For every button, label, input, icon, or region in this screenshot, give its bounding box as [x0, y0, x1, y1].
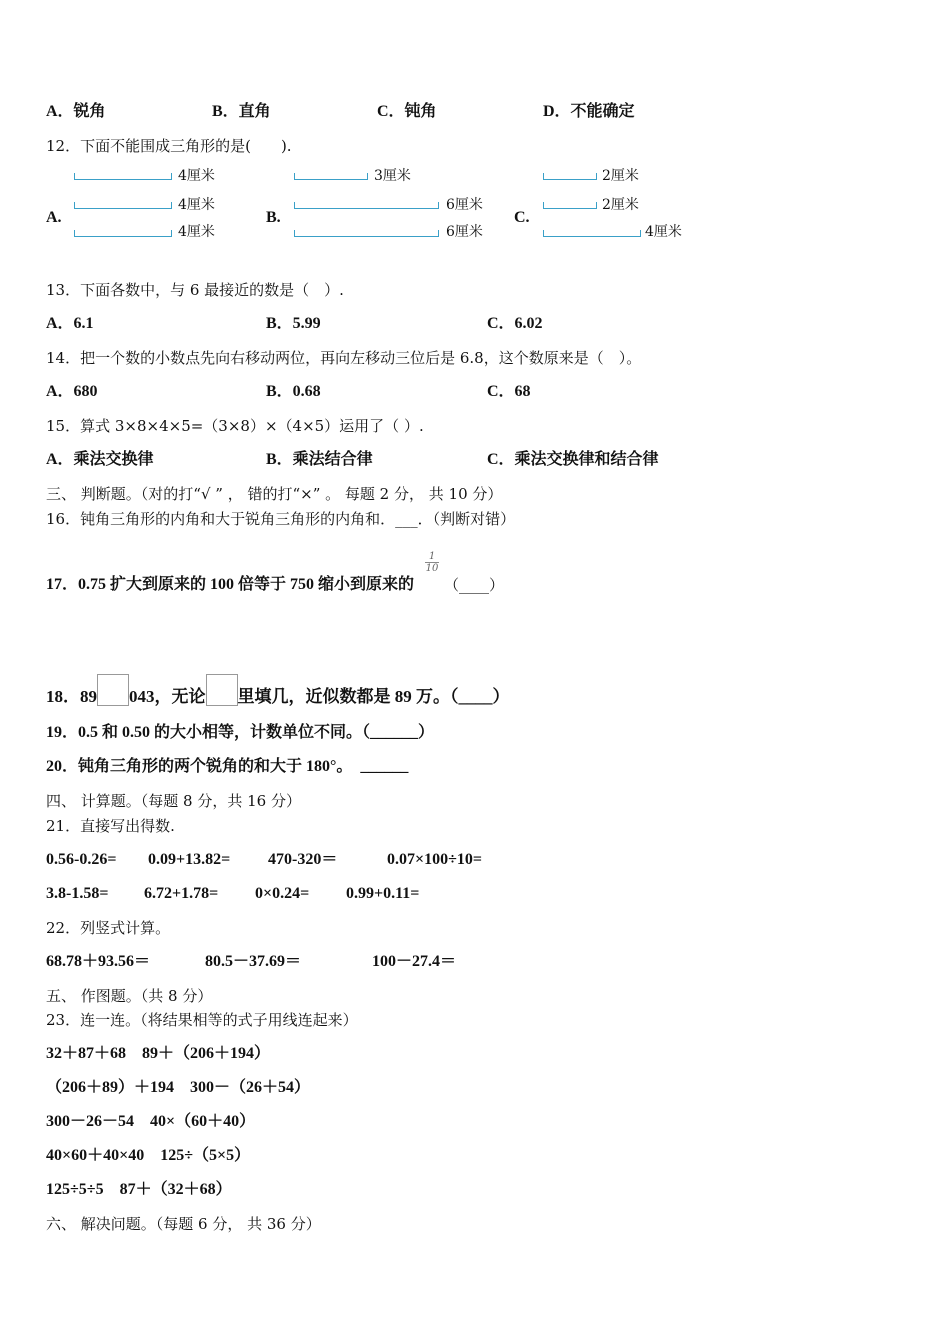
q14-option-b: B．0.68: [266, 383, 321, 400]
q14-stem: 14．把一个数的小数点先向右移动两位，再向左移动三位后是 6.8，这个数原来是（ ）。: [46, 349, 642, 367]
q12-stem: 12．下面不能围成三角形的是( ).: [46, 137, 292, 155]
q18: [46, 674, 510, 707]
calc-item: 0.07×100÷10=: [387, 851, 483, 868]
segment: [543, 173, 597, 180]
segment: [74, 202, 172, 209]
calc-item: 3.8-1.58=: [46, 885, 109, 902]
segment-label: 6厘米: [446, 224, 483, 240]
segment: [74, 230, 172, 237]
q20: 20．钝角三角形的两个锐角的和大于 180°。 ______: [46, 758, 409, 775]
q15-stem: 15．算式 3×8×4×5=（3×8）×（4×5）运用了（ ）.: [46, 417, 424, 435]
q13-option-c: C．6.02: [487, 315, 543, 332]
calc-item: 0×0.24=: [255, 885, 310, 902]
q14-option-a: A．680: [46, 383, 98, 400]
section-3-heading: 三、 判断题。（对的打“√ ” ， 错的打“×” 。 每题 2 分， 共 10 分）: [46, 485, 503, 503]
section-6-heading: 六、 解决问题。（每题 6 分， 共 36 分）: [46, 1215, 321, 1233]
q23-stem: 23．连一连。（将结果相等的式子用线连起来）: [46, 1011, 358, 1029]
segment-label: 2厘米: [602, 197, 639, 213]
segment-label: 3厘米: [374, 168, 411, 184]
q18-part3: 里填几，近似数都是 89 万。（____）: [237, 687, 510, 706]
segment-label: 2厘米: [602, 168, 639, 184]
q12-label-a: A.: [46, 209, 62, 226]
q11-option-a: A．锐角: [46, 103, 106, 120]
match-row: 40×60＋40×40 125÷（5×5）: [46, 1147, 251, 1164]
segment-label: 4厘米: [645, 224, 682, 240]
segment: [294, 173, 368, 180]
q18-part2: 043，无论: [129, 687, 206, 706]
match-row: （206＋89）＋194 300－（26＋54）: [46, 1079, 311, 1096]
segment: [294, 202, 439, 209]
q22-stem: 22．列竖式计算。: [46, 919, 171, 937]
q11-option-b: B．直角: [212, 103, 271, 120]
segment: [294, 230, 439, 237]
section-5-heading: 五、 作图题。（共 8 分）: [46, 987, 213, 1005]
q15-option-c: C．乘法交换律和结合律: [487, 451, 659, 468]
match-row: 125÷5÷5 87＋（32＋68）: [46, 1181, 232, 1198]
fraction: [425, 551, 439, 574]
segment: [543, 230, 641, 237]
calc-item: 6.72+1.78=: [144, 885, 219, 902]
calc-item: 100－27.4＝: [372, 953, 457, 970]
blank-box: [97, 674, 129, 706]
q17-blank: （____）: [444, 576, 505, 594]
segment: [543, 202, 597, 209]
segment: [74, 173, 172, 180]
segment-label: 4厘米: [178, 224, 215, 240]
q13-option-a: A．6.1: [46, 315, 94, 332]
q15-option-b: B．乘法结合律: [266, 451, 373, 468]
calc-item: 0.56-0.26=: [46, 851, 117, 868]
q17-text: 17．0.75 扩大到原来的 100 倍等于 750 缩小到原来的: [46, 576, 415, 593]
calc-item: 0.09+13.82=: [148, 851, 231, 868]
q15-option-a: A．乘法交换律: [46, 451, 154, 468]
calc-item: 470-320＝: [268, 851, 338, 868]
calc-item: 80.5－37.69＝: [205, 953, 302, 970]
segment-label: 6厘米: [446, 197, 483, 213]
q11-option-c: C．钝角: [377, 103, 437, 120]
q14-option-c: C．68: [487, 383, 531, 400]
q12-label-c: C.: [514, 209, 530, 226]
calc-item: 68.78＋93.56＝: [46, 953, 151, 970]
q12-label-b: B.: [266, 209, 281, 226]
match-row: 32＋87＋68 89＋（206＋194）: [46, 1045, 271, 1062]
q13-stem: 13．下面各数中，与 6 最接近的数是（ ）.: [46, 281, 344, 299]
segment-label: 4厘米: [178, 168, 215, 184]
q19: 19．0.5 和 0.50 的大小相等，计数单位不同。（______）: [46, 724, 435, 741]
q21-stem: 21．直接写出得数.: [46, 817, 175, 835]
fraction-denominator: 10: [425, 563, 439, 574]
segment-label: 4厘米: [178, 197, 215, 213]
calc-item: 0.99+0.11=: [346, 885, 420, 902]
fraction-numerator: 1: [425, 551, 439, 563]
match-row: 300－26－54 40×（60＋40）: [46, 1113, 256, 1130]
q11-option-d: D．不能确定: [543, 103, 635, 120]
q18-part1: 18．89: [46, 687, 97, 706]
q13-option-b: B．5.99: [266, 315, 321, 332]
section-4-heading: 四、 计算题。（每题 8 分，共 16 分）: [46, 792, 301, 810]
blank-box: [206, 674, 238, 706]
q16: 16．钝角三角形的内角和大于锐角三角形的内角和．___．（判断对错）: [46, 510, 516, 528]
